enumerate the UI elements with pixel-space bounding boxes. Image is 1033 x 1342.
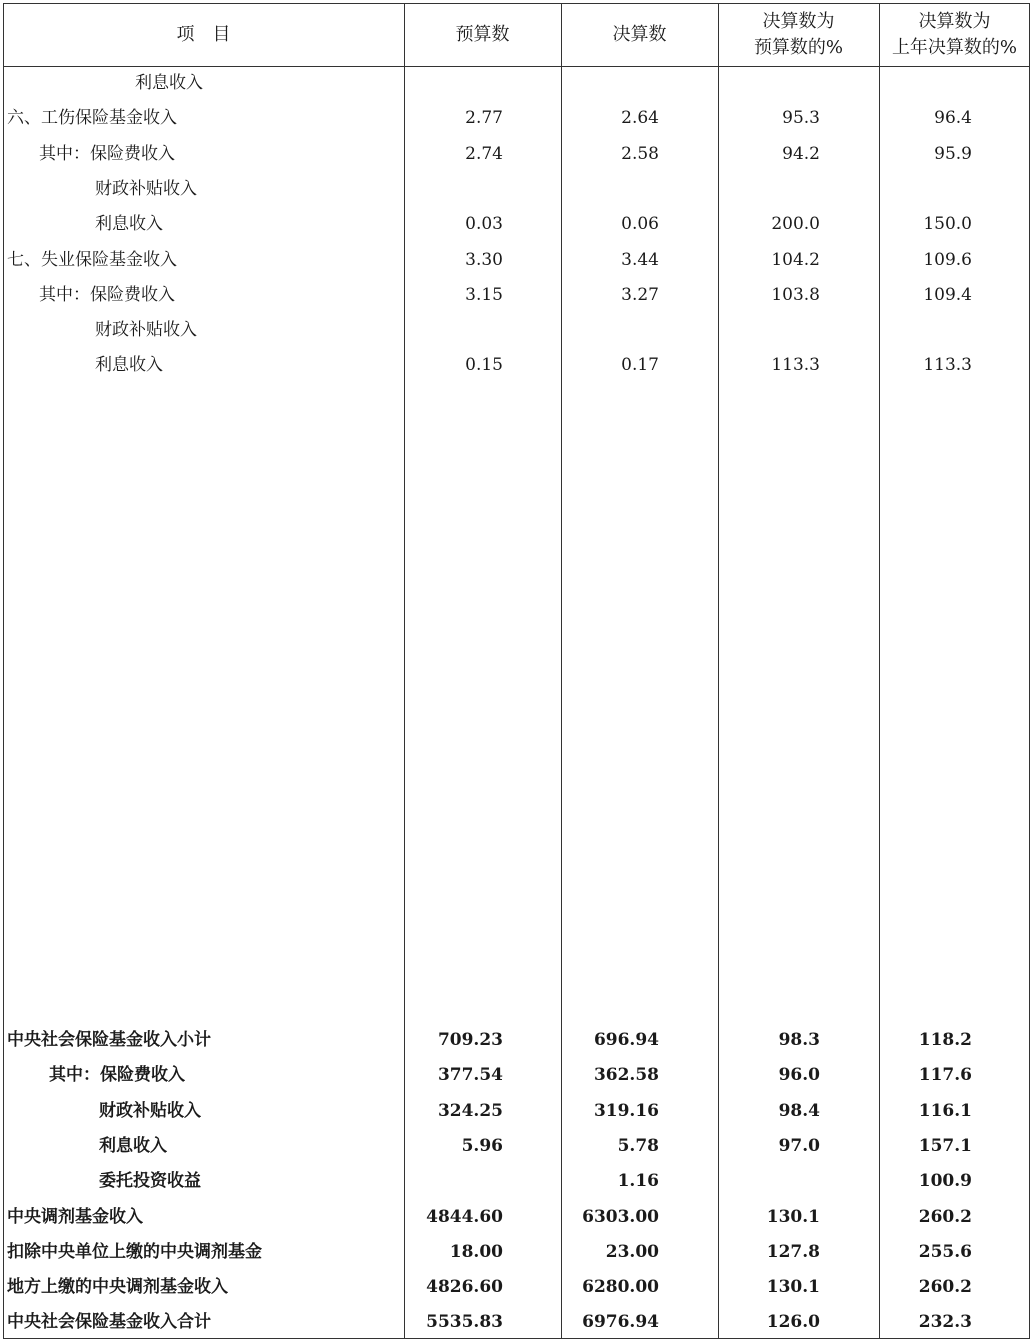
- table-row: [3, 1094, 1030, 1129]
- row-pct-prev: [880, 172, 972, 207]
- row-pct-prev: 116.1: [918, 1101, 972, 1121]
- row-label: 七、失业保险基金收入: [7, 250, 177, 270]
- budget-table: [3, 3, 1030, 1339]
- table-row: [3, 348, 1030, 383]
- row-pct-prev: 260.2: [918, 1207, 972, 1227]
- row-final: 362.58: [593, 1065, 659, 1085]
- table-row: [3, 313, 1030, 348]
- header-item-label: 项 目: [176, 23, 231, 45]
- row-final: 2.58: [621, 144, 659, 164]
- row-pct-budget: 103.8: [771, 285, 820, 305]
- row-pct-budget: 200.0: [771, 214, 820, 234]
- table-row: [3, 1200, 1030, 1235]
- row-final: 0.17: [621, 355, 659, 375]
- row-budget: 0.03: [465, 214, 503, 234]
- row-pct-budget: [720, 66, 820, 101]
- header-budget-label: 预算数: [455, 23, 510, 45]
- row-pct-budget: 96.0: [778, 1065, 820, 1085]
- row-final: 5.78: [617, 1136, 659, 1156]
- row-pct-budget: 97.0: [778, 1136, 820, 1156]
- row-pct-prev: 95.9: [934, 144, 972, 164]
- row-pct-prev: 109.4: [923, 285, 972, 305]
- row-label: 中央社会保险基金收入小计: [7, 1030, 211, 1050]
- row-budget: [405, 1164, 503, 1199]
- row-label: 其中：保险费收入: [39, 144, 175, 164]
- row-label: 财政补贴收入: [95, 320, 197, 340]
- header-pct-prev-line1: 决算数为: [918, 10, 991, 32]
- table-row: [3, 1058, 1030, 1093]
- row-final: 3.27: [621, 285, 659, 305]
- row-label: 其中：保险费收入: [39, 285, 175, 305]
- row-pct-budget: 98.4: [778, 1101, 820, 1121]
- row-pct-budget: 130.1: [766, 1277, 820, 1297]
- row-label: 财政补贴收入: [95, 179, 197, 199]
- row-pct-prev: 260.2: [918, 1277, 972, 1297]
- header-pct-budget-line1: 决算数为: [762, 10, 835, 32]
- row-label: 利息收入: [95, 355, 163, 375]
- row-budget: 18.00: [449, 1242, 503, 1262]
- row-pct-prev: 109.6: [923, 250, 972, 270]
- table-row: [3, 1023, 1030, 1058]
- row-pct-budget: 113.3: [771, 355, 820, 375]
- row-final: 6303.00: [582, 1207, 659, 1227]
- row-budget: 324.25: [437, 1101, 503, 1121]
- row-pct-budget: 130.1: [766, 1207, 820, 1227]
- row-pct-budget: [720, 313, 820, 348]
- row-pct-budget: 98.3: [778, 1030, 820, 1050]
- row-final: 696.94: [593, 1030, 659, 1050]
- row-label: 财政补贴收入: [99, 1101, 201, 1121]
- row-label: 地方上缴的中央调剂基金收入: [7, 1277, 228, 1297]
- row-budget: [405, 66, 503, 101]
- row-budget: 5535.83: [426, 1312, 503, 1332]
- row-pct-prev: 100.9: [918, 1171, 972, 1191]
- row-label: 六、工伤保险基金收入: [7, 108, 177, 128]
- table-header: [3, 3, 1030, 66]
- row-label: 利息收入: [135, 73, 203, 93]
- row-final: [563, 66, 659, 101]
- row-pct-budget: 126.0: [766, 1312, 820, 1332]
- row-budget: 0.15: [465, 355, 503, 375]
- row-label: 委托投资收益: [99, 1171, 201, 1191]
- row-label: 中央社会保险基金收入合计: [7, 1312, 211, 1332]
- row-final: 1.16: [617, 1171, 659, 1191]
- row-pct-prev: 96.4: [934, 108, 972, 128]
- row-label: 其中：保险费收入: [49, 1065, 185, 1085]
- header-pct-budget: [718, 3, 879, 66]
- header-pct-prev: [879, 3, 1030, 66]
- row-pct-budget: 94.2: [782, 144, 820, 164]
- table-row: [3, 137, 1030, 172]
- row-final: [563, 313, 659, 348]
- row-final: [563, 172, 659, 207]
- row-pct-budget: [720, 1164, 820, 1199]
- row-pct-budget: [720, 172, 820, 207]
- table-row: [3, 1305, 1030, 1340]
- row-pct-prev: 117.6: [918, 1065, 972, 1085]
- row-pct-budget: 104.2: [771, 250, 820, 270]
- row-pct-prev: 113.3: [923, 355, 972, 375]
- header-pct-budget-line2: 预算数的%: [753, 36, 844, 58]
- table-row: [3, 66, 1030, 101]
- table-row: [3, 172, 1030, 207]
- row-budget: [405, 313, 503, 348]
- table-row: [3, 1235, 1030, 1270]
- table-row: [3, 278, 1030, 313]
- header-item: [3, 3, 404, 66]
- row-budget: 2.77: [465, 108, 503, 128]
- table-row: [3, 243, 1030, 278]
- row-budget: [405, 172, 503, 207]
- table-row: [3, 1129, 1030, 1164]
- row-pct-prev: [880, 66, 972, 101]
- row-pct-prev: 118.2: [918, 1030, 972, 1050]
- row-pct-prev: [880, 313, 972, 348]
- row-budget: 4826.60: [426, 1277, 503, 1297]
- header-final: [561, 3, 718, 66]
- table-row: [3, 101, 1030, 136]
- table-row: [3, 207, 1030, 242]
- row-final: 6280.00: [582, 1277, 659, 1297]
- row-final: 319.16: [593, 1101, 659, 1121]
- row-pct-budget: 127.8: [766, 1242, 820, 1262]
- row-final: 3.44: [621, 250, 659, 270]
- row-budget: 377.54: [437, 1065, 503, 1085]
- row-pct-prev: 232.3: [918, 1312, 972, 1332]
- row-budget: 3.15: [465, 285, 503, 305]
- header-final-label: 决算数: [612, 23, 667, 45]
- row-budget: 3.30: [465, 250, 503, 270]
- row-final: 2.64: [621, 108, 659, 128]
- table-row: [3, 1270, 1030, 1305]
- header-pct-prev-line2: 上年决算数的%: [891, 36, 1018, 58]
- table-row: [3, 1164, 1030, 1199]
- row-budget: 5.96: [461, 1136, 503, 1156]
- row-pct-prev: 157.1: [918, 1136, 972, 1156]
- row-label: 扣除中央单位上缴的中央调剂基金: [7, 1242, 262, 1262]
- row-pct-budget: 95.3: [782, 108, 820, 128]
- row-label: 利息收入: [99, 1136, 167, 1156]
- row-budget: 709.23: [437, 1030, 503, 1050]
- row-final: 23.00: [605, 1242, 659, 1262]
- row-final: 0.06: [621, 214, 659, 234]
- row-label: 中央调剂基金收入: [7, 1207, 143, 1227]
- row-pct-prev: 255.6: [918, 1242, 972, 1262]
- row-label: 利息收入: [95, 214, 163, 234]
- row-final: 6976.94: [582, 1312, 659, 1332]
- row-budget: 2.74: [465, 144, 503, 164]
- row-budget: 4844.60: [426, 1207, 503, 1227]
- header-budget: [404, 3, 561, 66]
- row-pct-prev: 150.0: [923, 214, 972, 234]
